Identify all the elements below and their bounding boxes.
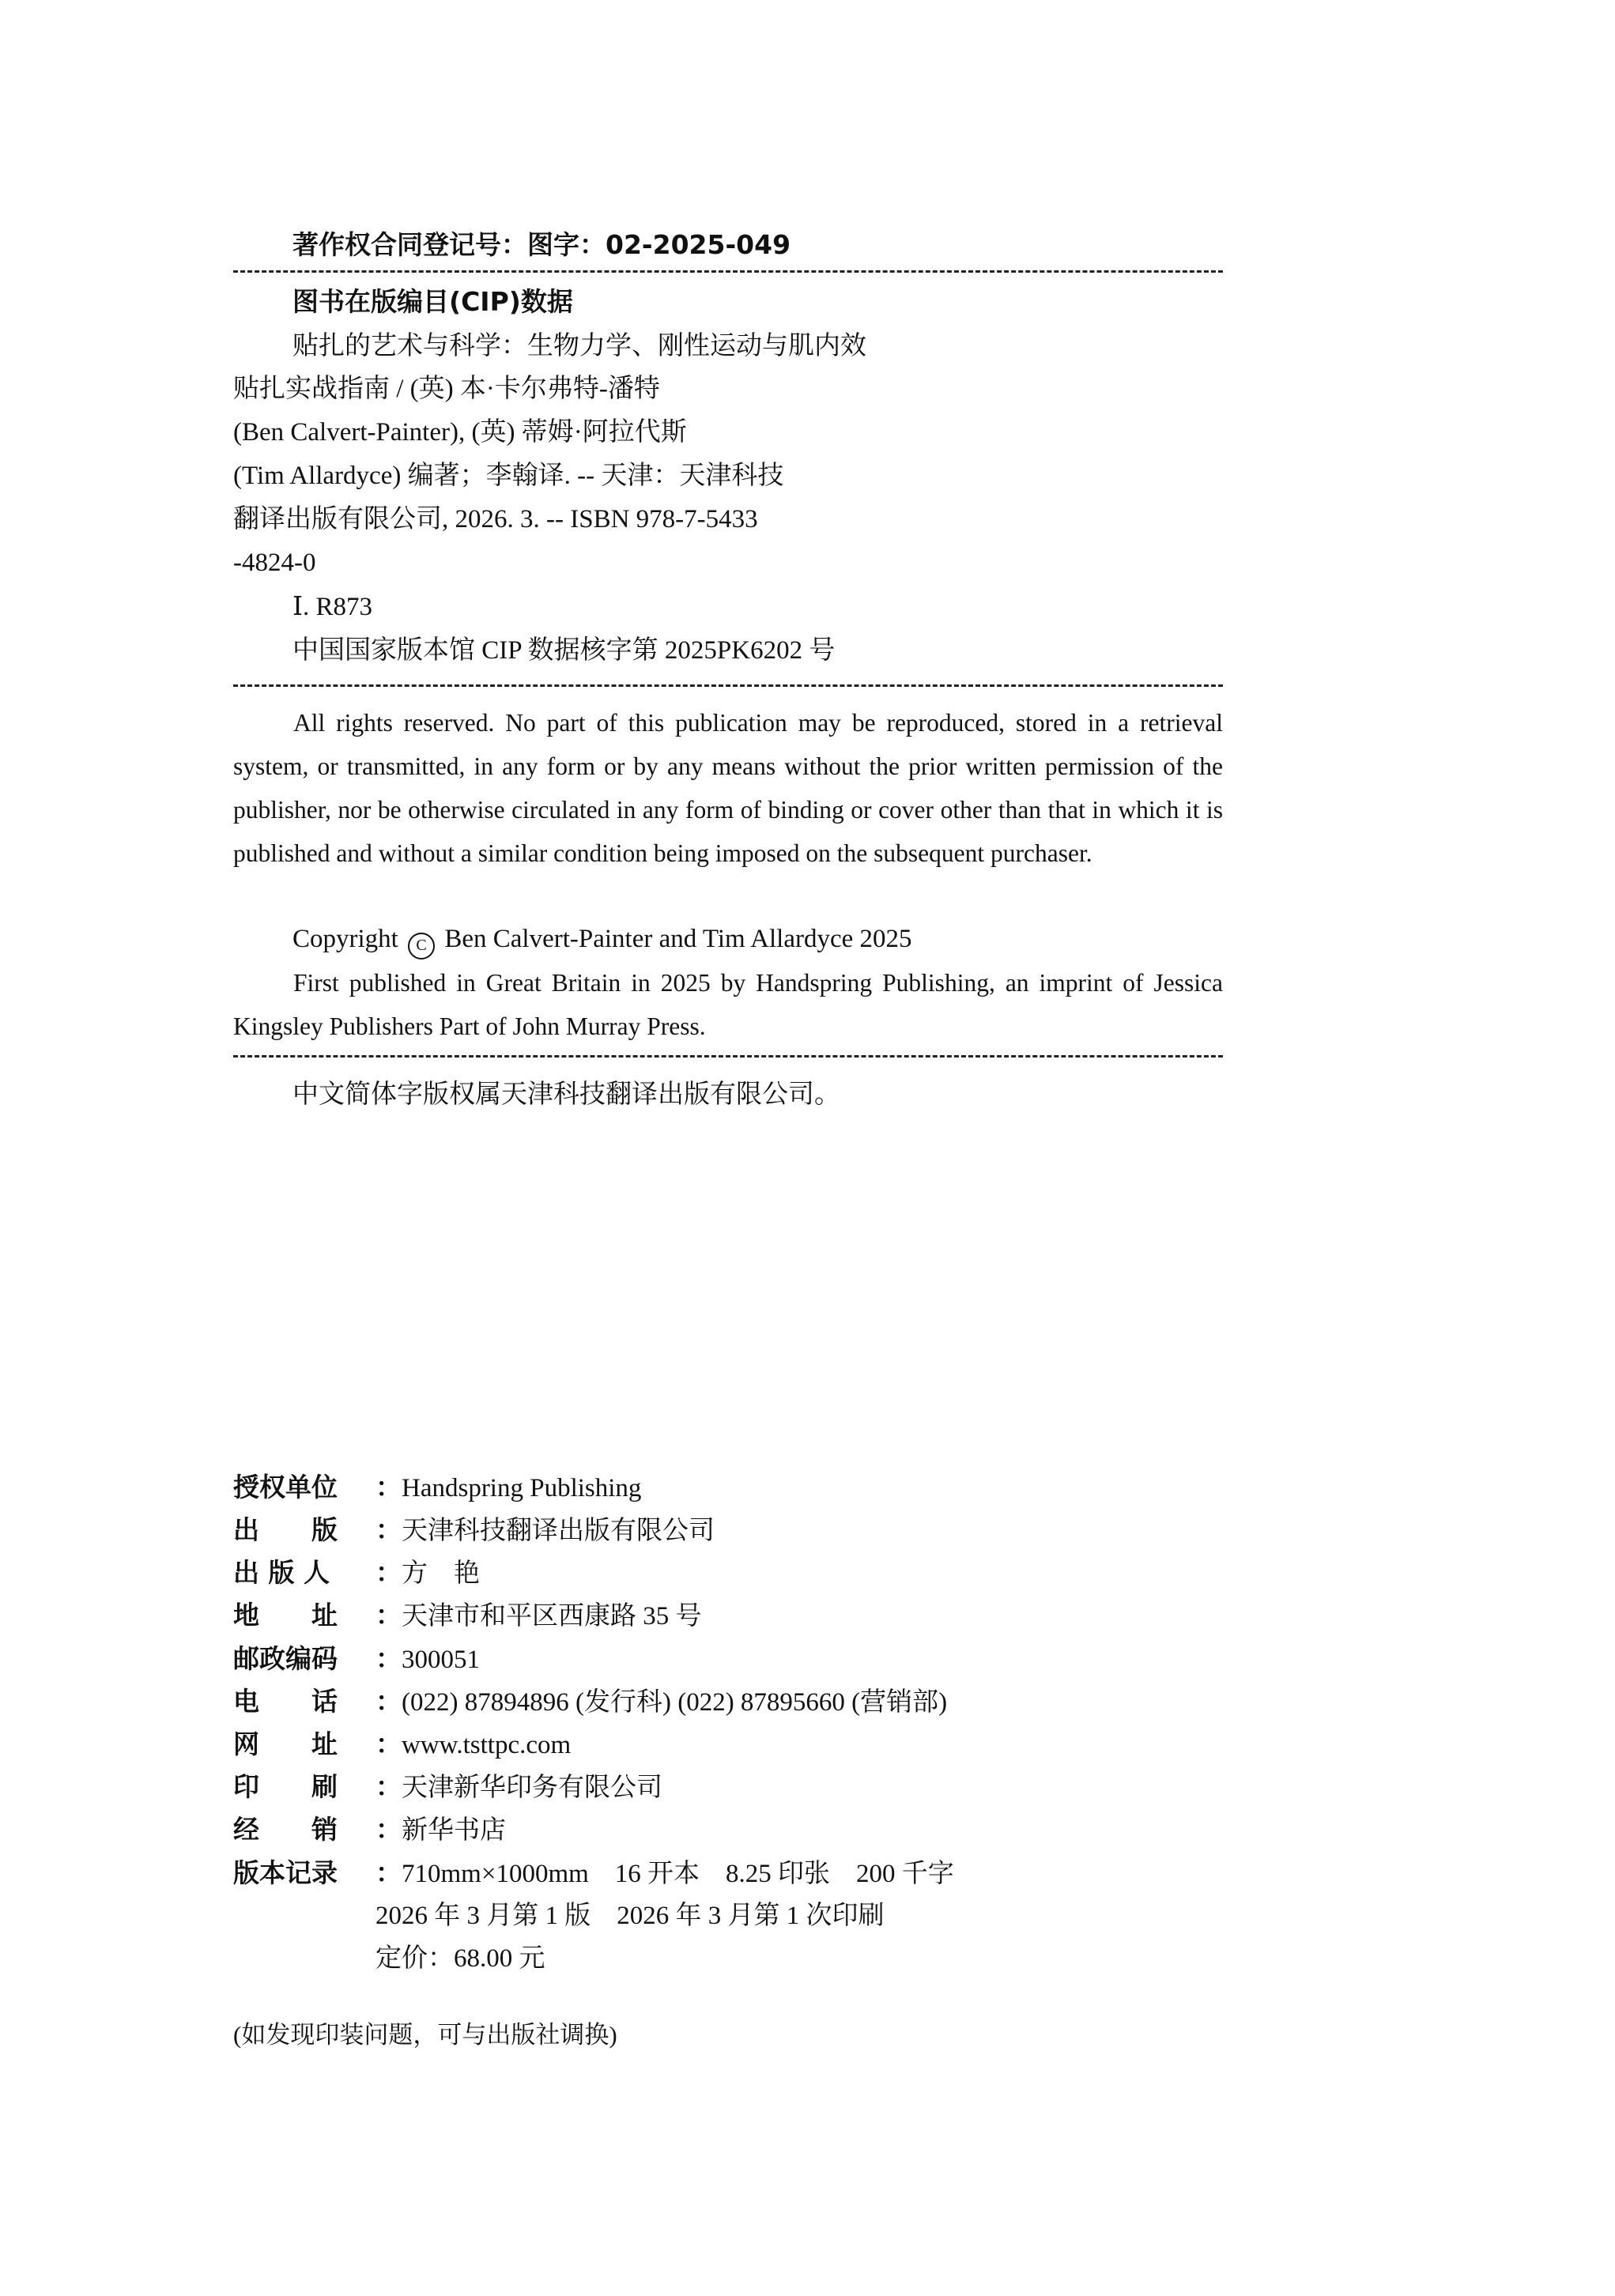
colophon-value: 天津市和平区西康路 35 号 bbox=[402, 1602, 702, 1631]
colophon-label: 版本记录 bbox=[233, 1857, 338, 1888]
colophon-value: www.tsttpc.com bbox=[402, 1731, 572, 1759]
copyright-prefix: Copyright bbox=[292, 925, 398, 953]
chinese-rights-statement: 中文简体字版权属天津科技翻译出版有限公司。 bbox=[292, 1080, 840, 1109]
dashed-divider-3 bbox=[233, 1055, 1223, 1058]
cip-line-1: 贴扎的艺术与科学：生物力学、刚性运动与肌内效 bbox=[292, 332, 866, 360]
cip-line-6: -4824-0 bbox=[233, 549, 316, 577]
price: 定价：68.00 元 bbox=[375, 1944, 545, 1973]
colophon-row-phone: 电 话 ：(022) 87894896 (发行科) (022) 87895660 (营销部) bbox=[233, 1686, 948, 1717]
cip-verification: 中国国家版本馆 CIP 数据核字第 2025PK6202 号 bbox=[292, 636, 836, 665]
first-published: First published in Great Britain in 2025 by Handspring Publishing, an imprint of Jessica Kingsley Publishers Part of John Murray Press. bbox=[233, 969, 1223, 1040]
copyright-holders: Ben Calvert-Painter and Tim Allardyce 2025 bbox=[444, 925, 912, 953]
colophon-label: 出 版 bbox=[233, 1514, 338, 1545]
cip-line-5: 翻译出版有限公司, 2026. 3. -- ISBN 978-7-5433 bbox=[233, 505, 758, 533]
colophon-label: 出 版 人 bbox=[233, 1557, 330, 1588]
cip-line-4: (Tim Allardyce) 编著；李翰译. -- 天津：天津科技 bbox=[233, 462, 784, 490]
colophon-label: 地 址 bbox=[233, 1600, 338, 1631]
colophon-row-postcode: 邮政编码 ：300051 bbox=[233, 1643, 480, 1674]
colophon-value: 300051 bbox=[402, 1646, 480, 1674]
colophon-label: 经 销 bbox=[233, 1814, 338, 1845]
cip-classification: Ⅰ. R873 bbox=[292, 593, 373, 621]
colophon-row-publisher-person: 出 版 人 ：方 艳 bbox=[233, 1557, 480, 1588]
colophon-value: Handspring Publishing bbox=[402, 1474, 642, 1502]
dashed-divider-2 bbox=[233, 684, 1223, 687]
colophon-value: 天津科技翻译出版有限公司 bbox=[402, 1517, 715, 1545]
colophon-value: (022) 87894896 (发行科) (022) 87895660 (营销部) bbox=[402, 1688, 948, 1717]
copyright-line bbox=[292, 923, 912, 959]
copyright-symbol-icon: C bbox=[408, 933, 435, 959]
cip-heading: 图书在版编目(CIP)数据 bbox=[292, 286, 573, 317]
edition-line: 2026 年 3 月第 1 版 2026 年 3 月第 1 次印刷 bbox=[375, 1902, 885, 1930]
colophon-row-edition-record: 版本记录 ：710mm×1000mm 16 开本 8.25 印张 200 千字 bbox=[233, 1857, 954, 1888]
colophon-row-printer: 印 刷 ：天津新华印务有限公司 bbox=[233, 1771, 662, 1802]
colophon-label: 网 址 bbox=[233, 1729, 338, 1759]
cip-line-3: (Ben Calvert-Painter), (英) 蒂姆·阿拉代斯 bbox=[233, 418, 687, 447]
colophon-label: 印 刷 bbox=[233, 1771, 338, 1802]
colophon-value: 新华书店 bbox=[402, 1816, 506, 1845]
colophon-value: 方 艳 bbox=[402, 1559, 480, 1588]
colophon-row-distributor: 经 销 ：新华书店 bbox=[233, 1814, 506, 1845]
colophon-label: 电 话 bbox=[233, 1686, 338, 1717]
colophon-row-authorizer: 授权单位 ：Handspring Publishing bbox=[233, 1472, 642, 1502]
footnote: (如发现印装问题，可与出版社调换) bbox=[233, 2021, 617, 2049]
cip-line-2: 贴扎实战指南 / (英) 本·卡尔弗特-潘特 bbox=[233, 375, 660, 403]
colophon-value: 710mm×1000mm 16 开本 8.25 印张 200 千字 bbox=[402, 1860, 954, 1888]
copyright-registration: 著作权合同登记号：图字：02-2025-049 bbox=[292, 229, 791, 260]
rights-paragraph: All rights reserved. No part of this publication may be reproduced, stored in a retrieval system, or transmitted, in any form or by any means without the prior written permission of the publisher, nor be otherwise circulated in any form of binding or cover other than that in which it is published and without a similar condition being imposed on the subsequent purchaser. bbox=[233, 709, 1223, 867]
colophon-row-website: 网 址 ：www.tsttpc.com bbox=[233, 1729, 572, 1759]
colophon-label: 邮政编码 bbox=[233, 1643, 338, 1674]
colophon-label: 授权单位 bbox=[233, 1472, 338, 1502]
dashed-divider-1 bbox=[233, 270, 1223, 273]
colophon-value: 天津新华印务有限公司 bbox=[402, 1774, 662, 1802]
colophon-row-address: 地 址 ：天津市和平区西康路 35 号 bbox=[233, 1600, 702, 1631]
colophon-row-publisher: 出 版 ：天津科技翻译出版有限公司 bbox=[233, 1514, 715, 1545]
